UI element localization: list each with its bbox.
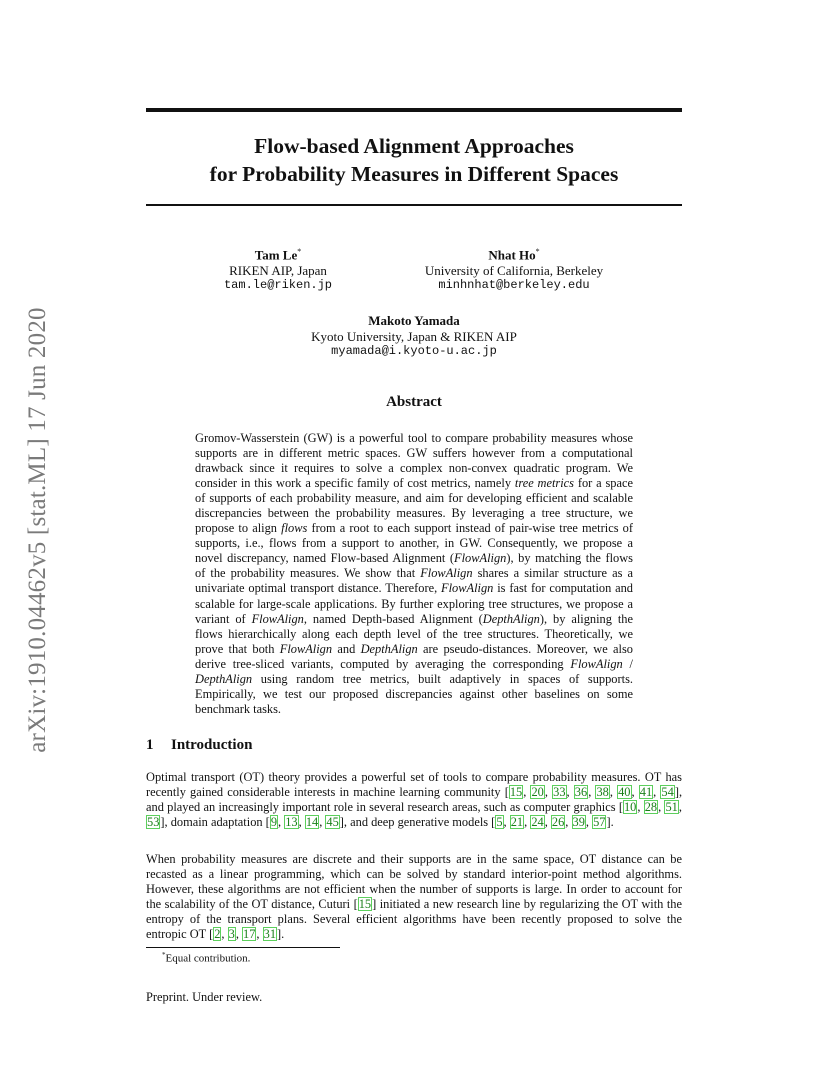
equal-contribution-mark: * <box>297 247 302 256</box>
author-affiliation: University of California, Berkeley <box>424 262 604 278</box>
title-line-2: for Probability Measures in Different Spaces <box>209 162 619 186</box>
author-affiliation: Kyoto University, Japan & RIKEN AIP <box>311 328 517 344</box>
author-affiliation: RIKEN AIP, Japan <box>229 262 327 278</box>
citation-link[interactable]: 28 <box>644 800 658 815</box>
footnote-rule <box>146 947 340 948</box>
title-top-rule <box>146 108 682 112</box>
arxiv-stamp-text: arXiv:1910.04462v5 [stat.ML] 17 Jun 2020 <box>24 307 51 753</box>
citation-link[interactable]: 38 <box>596 785 609 800</box>
author-name: Tam Le <box>254 247 298 263</box>
section-heading-introduction <box>146 737 252 754</box>
abstract-text: Gromov-Wasserstein (GW) is a powerful tool to compare probability measures whose supports are in different metric spaces. GW suffers however from a computational drawback since it requires to solve a complex non-convex quadratic program. We consider in this work a specific family of cost metrics, namely tree metrics for a space of supports of each probability measure, and aim for developing efficient and scalable discrepancies between the probability measures. By leveraging a tree structure, we propose to align flows from a root to each support instead of pair-wise tree metrics of supports, i.e., flows from a support to another, in GW. Consequently, we propose a novel discrepancy, named Flow-based Alignment (FlowAlign), by matching the flows of the probability measures. We show that FlowAlign shares a similar structure as a univariate optimal transport distance. Therefore, FlowAlign is fast for computation and scalable for large-scale applications. By further exploring tree structures, we propose a variant of FlowAlign, named Depth-based Alignment (DepthAlign), by aligning the flows hierarchically along each depth level of the tree structures. Theoretically, we prove that both FlowAlign and DepthAlign are pseudo-distances. Moreover, we also derive tree-sliced variants, computed by averaging the corresponding FlowAlign / DepthAlign using random tree metrics, built adaptively in spaces of supports. Empirically, we test our proposed discrepancies against other baselines on some benchmark tasks. <box>195 431 634 716</box>
section-title: Introduction <box>171 737 253 753</box>
paper-title <box>146 132 682 188</box>
author-block-3 <box>264 313 564 360</box>
intro-paragraph-2: When probability measures are discrete and their supports are in the same space, OT distance can be recasted as a linear programming, which can be solved by standard interior-point method algorithms. However, these algorithms are not efficient when the number of supports is large. In order to account for the scalability of the OT distance, Cuturi [15] initiated a new research line by regularizing the OT with the entropy of the transport plans. Several efficient algorithms have been recently proposed to solve the entropic OT [2, 3, 17, 31]. <box>146 852 683 942</box>
abstract-heading: Abstract <box>386 394 442 410</box>
citation-link[interactable]: 15 <box>358 897 372 912</box>
footnote-mark: * <box>162 951 166 959</box>
author-block-1 <box>178 244 378 294</box>
author-email[interactable]: myamada@i.kyoto-u.ac.jp <box>331 344 497 358</box>
citation-link[interactable]: 31 <box>263 927 277 942</box>
citation-link[interactable]: 3 <box>228 927 235 942</box>
equal-contribution-mark: * <box>535 247 540 256</box>
citation-link[interactable]: 24 <box>531 815 544 830</box>
citation-link[interactable]: 51 <box>665 800 678 815</box>
preprint-note: Preprint. Under review. <box>146 990 263 1004</box>
citation-link[interactable]: 57 <box>593 815 606 830</box>
citation-link[interactable]: 13 <box>285 815 298 830</box>
citation-link[interactable]: 45 <box>326 815 339 830</box>
citation-link[interactable]: 5 <box>496 815 503 830</box>
citation-link[interactable]: 17 <box>243 927 256 942</box>
intro-paragraph-1: Optimal transport (OT) theory provides a powerful set of tools to compare probability measures. OT has recently gained considerable interests in machine learning community [15, 20, 33, 36, 38, 40, 41, 54], and played an increasingly important role in several research areas, such as computer graphics [10, 28, 51, 53], domain adaptation [9, 13, 14, 45], and deep generative models [5, 21, 24, 26, 39, 57]. <box>146 770 683 830</box>
author-email[interactable]: tam.le@riken.jp <box>223 278 333 293</box>
citation-link[interactable]: 15 <box>509 785 523 800</box>
citation-link[interactable]: 14 <box>305 815 319 830</box>
citation-link[interactable]: 26 <box>551 815 565 830</box>
author-email[interactable]: minhnhat@berkeley.edu <box>438 278 590 293</box>
citation-link[interactable]: 39 <box>572 815 585 830</box>
citation-link[interactable]: 40 <box>618 785 631 800</box>
citation-link[interactable]: 21 <box>510 815 524 830</box>
citation-link[interactable]: 41 <box>639 785 653 800</box>
section-number: 1 <box>146 737 154 753</box>
citation-link[interactable]: 54 <box>661 785 674 800</box>
citation-link[interactable]: 36 <box>574 785 588 800</box>
author-name: Nhat Ho <box>488 247 536 263</box>
citation-link[interactable]: 20 <box>531 785 544 800</box>
author-block-2 <box>404 244 624 294</box>
citation-link[interactable]: 2 <box>214 927 221 942</box>
citation-link[interactable]: 10 <box>623 800 637 815</box>
title-line-1: Flow-based Alignment Approaches <box>254 134 574 158</box>
author-name: Makoto Yamada <box>368 313 460 328</box>
footnote-equal-contribution <box>162 951 250 965</box>
footnote-text: Equal contribution. <box>165 952 251 965</box>
citation-link[interactable]: 33 <box>553 785 566 800</box>
title-bottom-rule <box>146 204 682 206</box>
citation-link[interactable]: 53 <box>147 815 160 830</box>
citation-link[interactable]: 9 <box>270 815 278 830</box>
